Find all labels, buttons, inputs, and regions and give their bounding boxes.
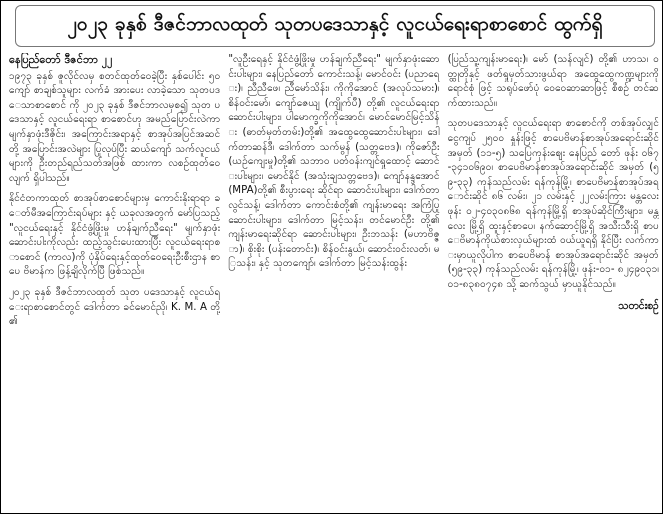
byline: သတင်းစဉ် xyxy=(618,299,659,312)
article-body xyxy=(9,53,659,509)
paragraph: "လူဦးရေနှင့် နိုင်ငံဖွံ့ဖြိုးမှု ဟန်ချက်ညီရေး" မျက်နှာဖုံးဆောင်းပါးများ၊ နေပြည်တော် ကောင်းသန့်၊ မောင်ဝင်း (ပညာရေး)၊ ညီညီဖေ၊ ညီမော်သိန်း၊ ကိုကိုအောင် (အလုပ်သမား)၊ စိန်ဝင်းမော်၊ ကျော်ဇေယျ (ကျိုက်ပီ) တို့၏ လူငယ်ရေးရာဆောင်းပါးများ၊ ပါမောက္ခကိုကိုအောင်၊ မောင်မောင်မြင့်သိန်း (ဓာတ်မှတ်တမ်း)တို့၏ အထွေထွေဆောင်းပါးများ၊ ဒေါက်တာဆန်ဒီ၊ ဒေါက်တာ သက်မွန် (သတ္တဗေဒ)၊ ကိုဇော်ဦး (ယဉ်ကျေးမှု)တို့၏ သဘာဝ ပတ်ဝန်းကျင်ရှုထောင့် ဆောင်းပါးများ၊ မောင်နိုင် (အသုံးချသတ္တဗေဒ)၊ ကျော်နန္ဒအောင် (MPA)တို့၏ စီးပွားရေး ဆိုင်ရာ ဆောင်းပါးများ၊ ဒေါက်တာ လွင်သန့်၊ ဒေါက်တာ ကောင်းစံတို့၏ ကျန်းမာရေး အကြံပြုဆောင်းပါးများ၊ ဒေါက်တာ မြင့်သန်း၊ တင်မောင်ဦး တို့၏ ကျန်းမာရေးဆိုင်ရာ ဆောင်းပါးများ၊ ဦးဘသန်း (မဟာဗိဇ္ဇာ)၊ စိုးစိုး (ပန်းတောင်း)၊ စိန်ဝင်းနွယ်၊ ဆောင်းဝင်းလတ်၊ မြသန်း၊ နှင့် သုတကျော်၊ ဒေါက်တာ မြင့်သန်းထွန်း xyxy=(228,54,440,270)
paragraph: သုတပဒေသာနှင့် လူငယ်ရေးရာ စာစောင်ကို တစ်အုပ်လျှင် ငွေကျပ် ၂၅၀၀ နှုန်းဖြင့် စာပေဗိမာန်စာအုပ်အရောင်းဆိုင် အမှတ် (၁၁-၅) သပြေကုန်းဈေး နေပြည် တော် ဖုန်း ၀၆၇-၃၄၁၀၆၉၀၊ စာပေဗိမာန်စာအုပ်အရောင်းဆိုင် အမှတ် (၅၉-၃၃) ကုန်သည်လမ်း ရန်ကုန်မြို့၊ စာပေဗိမာန်စာအုပ်အရောင်းဆိုင် ၈၆ လမ်း၊ ၂၁ လမ်းနှင့် ၂၂လမ်းကြား မန္တလေး ဖုန်း ၀၂-၄၀၃၀၈၆၈ ရန်ကုန်မြို့ရှိ စာအုပ်ဆိုင်ကြီးများ၊ မန္တလေး မြို့ရှိ ထူးနှင့်စာပေ၊ နက်ဆောင့်မြို့ရှိ အသီးသီးရှိ စာပေဗိမာန်ကိုယ်စားလှယ်များထံ ဝယ်ယူရရှိ နိုင်ပြီး လက်ကားမှာယူလိုပါက စာပေဗိမာန် စာအုပ်အရောင်းဆိုင် အမှတ် (၅၉-၃၃) ကုန်သည်လမ်း ရန်ကုန်မြို့၊ ဖုန်း-၀၁- ၈၂၄၉၀၃၁၊ ၀၁-၈၃၈၀၇၄၈ သို့ ဆက်သွယ် မှာယူနိုင်သည်။ xyxy=(447,118,659,290)
dateline: နေပြည်တော် ဒီဇင်ဘာ ၂၂ xyxy=(9,53,113,66)
headline: ၂၀၂၃ ခုနှစ် ဒီဇင်ဘာလထုတ် သုတပဒေသာနှင့် လူငယ်ရေးရာစာစောင် ထွက်ရှိ xyxy=(15,5,655,47)
paragraph: ၂၀၂၃ ခုနှစ် ဒီဇင်ဘာလထုတ် သုတ ပဒေသာနှင့် လူငယ်ရေးရာစာစောင်တွင် ဒေါက်တာ ခင်မောင်ညို၊ K. M. A တို့၏ xyxy=(9,286,221,328)
column-3 xyxy=(448,53,659,509)
paragraph: (ပြည်သူ့ကျန်းမာရေး)၊ မော် (သန်လျင်) တို့၏ ဟာသ၊ ဝတ္ထုတိုနှင့် ဖတ်ရှုမှတ်သားဖွယ်ရာ အထွေထွေကဏ္ဍများကို ရောင်စုံ ဖြင့် သရုပ်ဖော်ပုံ ဝေဝေဆာဆာဖြင့် စီစဉ် တင်ဆက်ထားသည်။ xyxy=(447,54,659,109)
column-1 xyxy=(9,53,220,509)
paragraph: ၁၉၇၃ ခုနှစ် ဇူလိုင်လမှ စတင်ထုတ်ဝေခဲ့ပြီး နှစ်ပေါင်း ၅၀ ကျော် စာချစ်သူများ လက်ခံ အားပေး လာခဲ့သော သုတပဒေသာစာစောင် ကို ၂၀၂၃ ခုနှစ် ဒီဇင်ဘာလမှစ၍ သုတ ပဒေသာနှင့် လူငယ်ရေးရာ စာစောင်ဟု အမည်ပြောင်းလဲကာ မျက်နှာဖုံးဒီဇိုင်း၊ အကြောင်းအရာနှင့် စာအုပ်အပြင်အဆင်တို့ အပြောင်းအလဲများ ပြုလုပ်ပြီး ဆယ်ကျော် သက်လူငယ်များကို ဦးတည်ရည်သတ်အဖြစ် ထားကာ လစဉ်ထုတ်ဝေလျက် ရှိပါသည်။ xyxy=(9,70,221,184)
column-2 xyxy=(228,53,439,509)
paragraph: နိုင်ငံတကာထုတ် စာအုပ်စာစောင်များမှ ကောင်းနိုးရာရာ ခေတ်မီအကြောင်းရပ်များ နှင့် ယခုလအတွက် မော်ပြသည့် "လူငယ်ရေးနှင့် နိုင်ငံဖွံ့ဖြိုးမှု ဟန်ချက်ညီရေး" မျက်နှာဖုံး ဆောင်းပါးကိုလည်း ထည့်သွင်းပေးထားပြီး လူငယ်ရေးရာစာစောင် (ကာလ)ကို ပုံနှိပ်ရေးနှင့်ထုတ်ဝေရေးဦးစီးဌာန စာပေ ဗိမာန်က ဖြန့်ချိလိုက်ပြီ ဖြစ်သည်။ xyxy=(9,193,221,278)
